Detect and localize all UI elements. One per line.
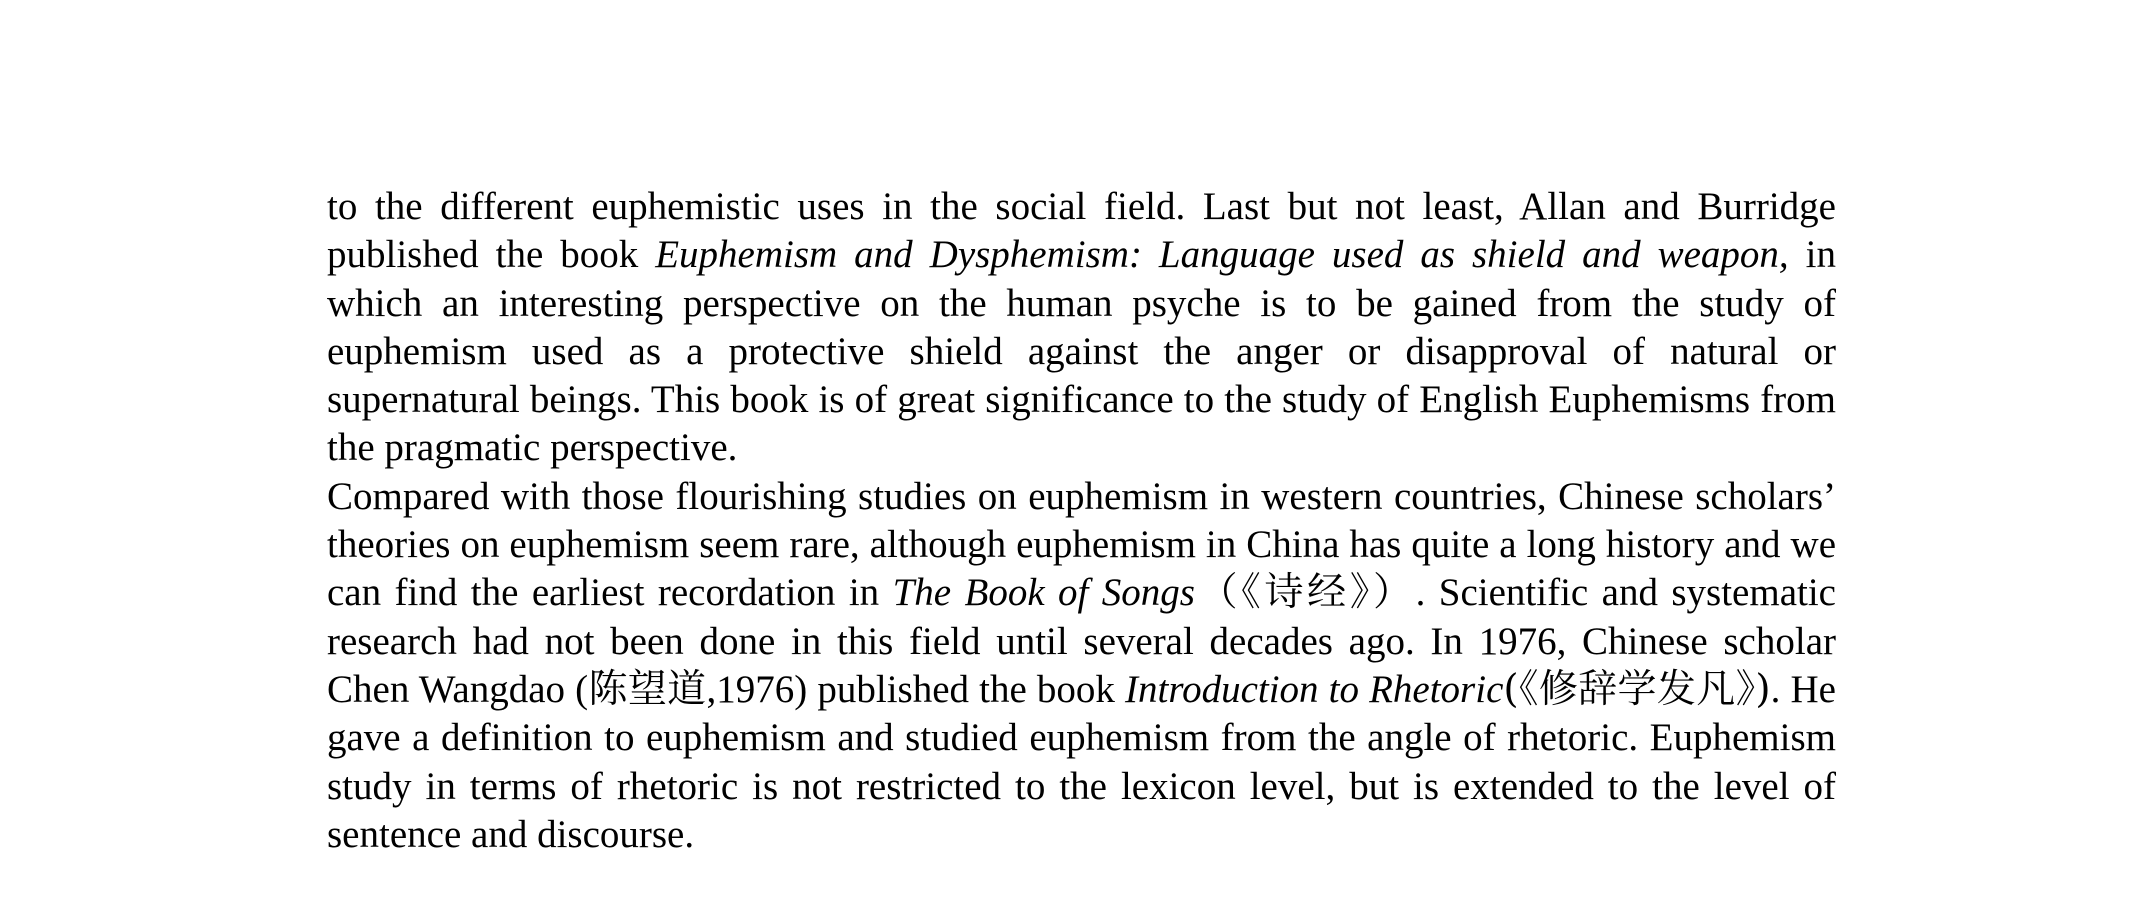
paragraph-2-text-1: Compared with those flourishing studies on euphemism in western countries, Chinese scholars’ theories on euphemism seem rare, although euphemism in China has quite a long history and we can find the earliest recordation in (327, 474, 1836, 615)
paragraph-2-text-4: . He gave a definition to euphemism and studied euphemism from the angle of rhetoric. Euphemism study in terms of rhetoric is not restricted to the lexicon level, but is extended to the level of sentence and discourse. (327, 667, 1836, 856)
paragraph-1 (327, 183, 1836, 473)
paragraph-1-text-1: to the different euphemistic uses in the social field. Last but not least, Allan and Burridge published the book (327, 185, 1836, 277)
paragraph-1-text-2: in which an interesting perspective on the human psyche is to be gained from the study of euphemism used as a protective shield against the anger or disapproval of natural or supernatural beings. This book is of great significance to the study of English Euphemisms from the pragmatic perspective. (327, 233, 1836, 470)
book-title-introduction-to-rhetoric: Introduction to Rhetoric (1125, 667, 1504, 711)
book-title-book-of-songs: The Book of Songs (892, 571, 1195, 615)
author-name-chinese: 陈望道 (588, 666, 707, 712)
book-title-introduction-to-rhetoric-chinese: (《修辞学发凡》) (1503, 666, 1771, 712)
book-title-euphemism-and-dysphemism: Euphemism and Dysphemism: Language used as shield and weapon, (655, 233, 1789, 277)
paragraph-2-text-3: ,1976) published the book (706, 667, 1126, 711)
book-title-book-of-songs-chinese: （《诗经》） (1194, 570, 1416, 616)
paragraph-2 (327, 473, 1836, 859)
body-text (327, 183, 1836, 859)
paragraph-2-text-2: . Scientific and systematic research had not been done in this field until several decades ago. In 1976, Chinese scholar Chen Wangdao ( (327, 571, 1836, 711)
